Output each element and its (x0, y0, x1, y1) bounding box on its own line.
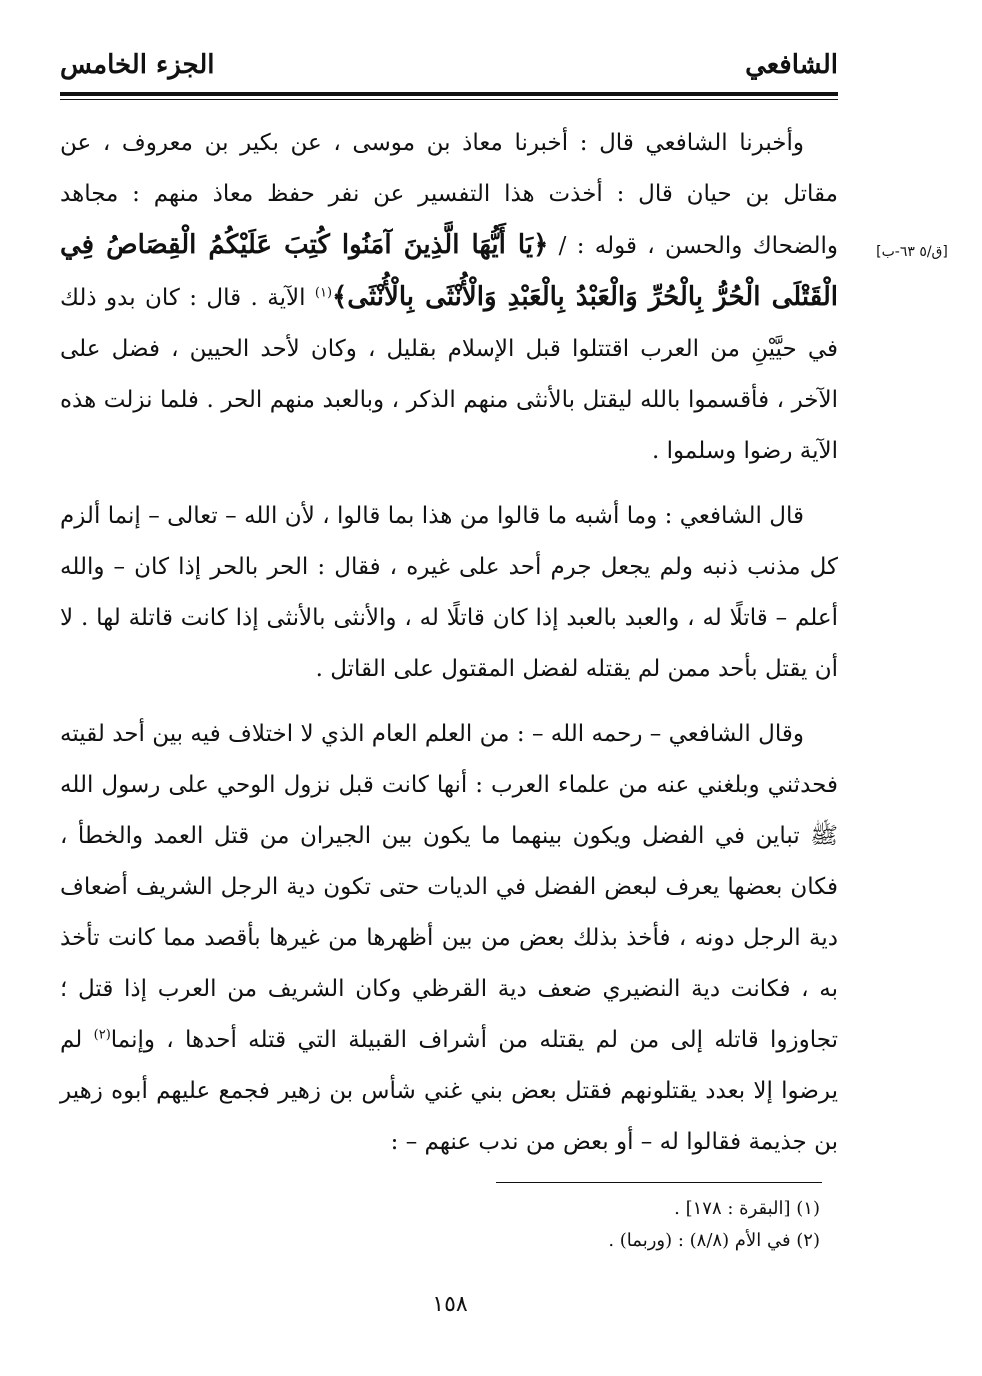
paragraph-1 (60, 118, 838, 477)
header-rule-thin (60, 99, 838, 100)
paragraph-1-intro: وأخبرنا الشافعي قال : أخبرنا معاذ بن موسى ، عن بكير بن معروف ، عن مقاتل بن حيان قال : أخذت هذا التفسير عن نفر حفظ معاذ منهم : مجاهد والضحاك والحسن ، قوله : / (60, 130, 838, 259)
page-header (60, 50, 838, 90)
page-number: ١٥٨ (432, 1292, 468, 1317)
footnote-ref-1: (١) (314, 285, 333, 301)
quran-verse: ﴿يَا أَيُّهَا الَّذِينَ آمَنُوا كُتِبَ عَلَيْكُمُ الْقِصَاصُ فِي الْقَتْلَى الْحُرُّ بِالْحُرِّ وَالْعَبْدُ بِالْعَبْدِ وَالْأُنْثَى بِالْأُنْثَى﴾ (60, 230, 838, 312)
volume-title: الجزء الخامس (60, 50, 215, 80)
paragraph-2: قال الشافعي : وما أشبه ما قالوا من هذا بما قالوا ، لأن الله – تعالى – إنما ألزم كل مذنب ذنبه ولم يجعل جرم أحد على غيره ، فقال : الحر بالحر إذا كان – والله أعلم – قاتلًا له ، والعبد بالعبد إذا كان قاتلًا له ، والأنثى بالأنثى إذا كانت قاتلة لها . لا أن يقتل بأحد ممن لم يقتله لفضل المقتول على القاتل . (60, 503, 838, 682)
footnote-1: (١) [البقرة : ١٧٨] . (674, 1198, 820, 1219)
main-text (60, 118, 838, 1182)
paragraph-3-part1: وقال الشافعي – رحمه الله – : من العلم العام الذي لا اختلاف فيه بين أحد لقيته فحدثني وبلغني عنه من علماء العرب : أنها كانت قبل نزول الوحي على رسول الله ﷺ تباين في الفضل ويكون بينهما ما يكون بين الجيران من قتل العمد والخطأ ، فكان بعضها يعرف لبعض الفضل في الديات حتى تكون دية الرجل الشريف أضعاف دية الرجل دونه ، فأخذ بذلك بعض من بين أظهرها من غيرها بأقصد مما كانت تأخذ به ، فكانت دية النضيري ضعف دية القرظي وكان الشريف من العرب إذا قتل ؛ تجاوزوا قاتله إلى من لم يقتله من أشراف القبيلة التي قتله أحدها ، وإنما (60, 721, 838, 1053)
footnote-separator (496, 1182, 822, 1183)
paragraph-3-part2: لم يرضوا إلا بعدد يقتلونهم فقتل بعض بني غني شأس بن زهير فجمع عليهم أبوه زهير بن جذيمة فقالوا له – أو بعض من ندب عنهم – : (60, 1027, 838, 1155)
paragraph-1-rest: الآية . قال : كان بدو ذلك في حيَّيْنِ من العرب اقتتلوا قبل الإسلام بقليل ، وكان لأحد الحيين ، فضل على الآخر ، فأقسموا بالله ليقتل بالأنثى منهم الذكر ، وبالعبد منهم الحر . فلما نزلت هذه الآية رضوا وسلموا . (60, 285, 838, 464)
footnote-2: (٢) في الأم (٨/٨) : (وربما) . (608, 1230, 820, 1251)
footnotes (100, 1193, 820, 1257)
header-rule-thick (60, 92, 838, 96)
book-title: الشافعي (745, 50, 838, 80)
footnote-ref-2: (٢) (93, 1027, 111, 1043)
paragraph-3 (60, 709, 838, 1168)
manuscript-folio-note: [ق/٥ ٦٣-ب] (876, 244, 948, 260)
